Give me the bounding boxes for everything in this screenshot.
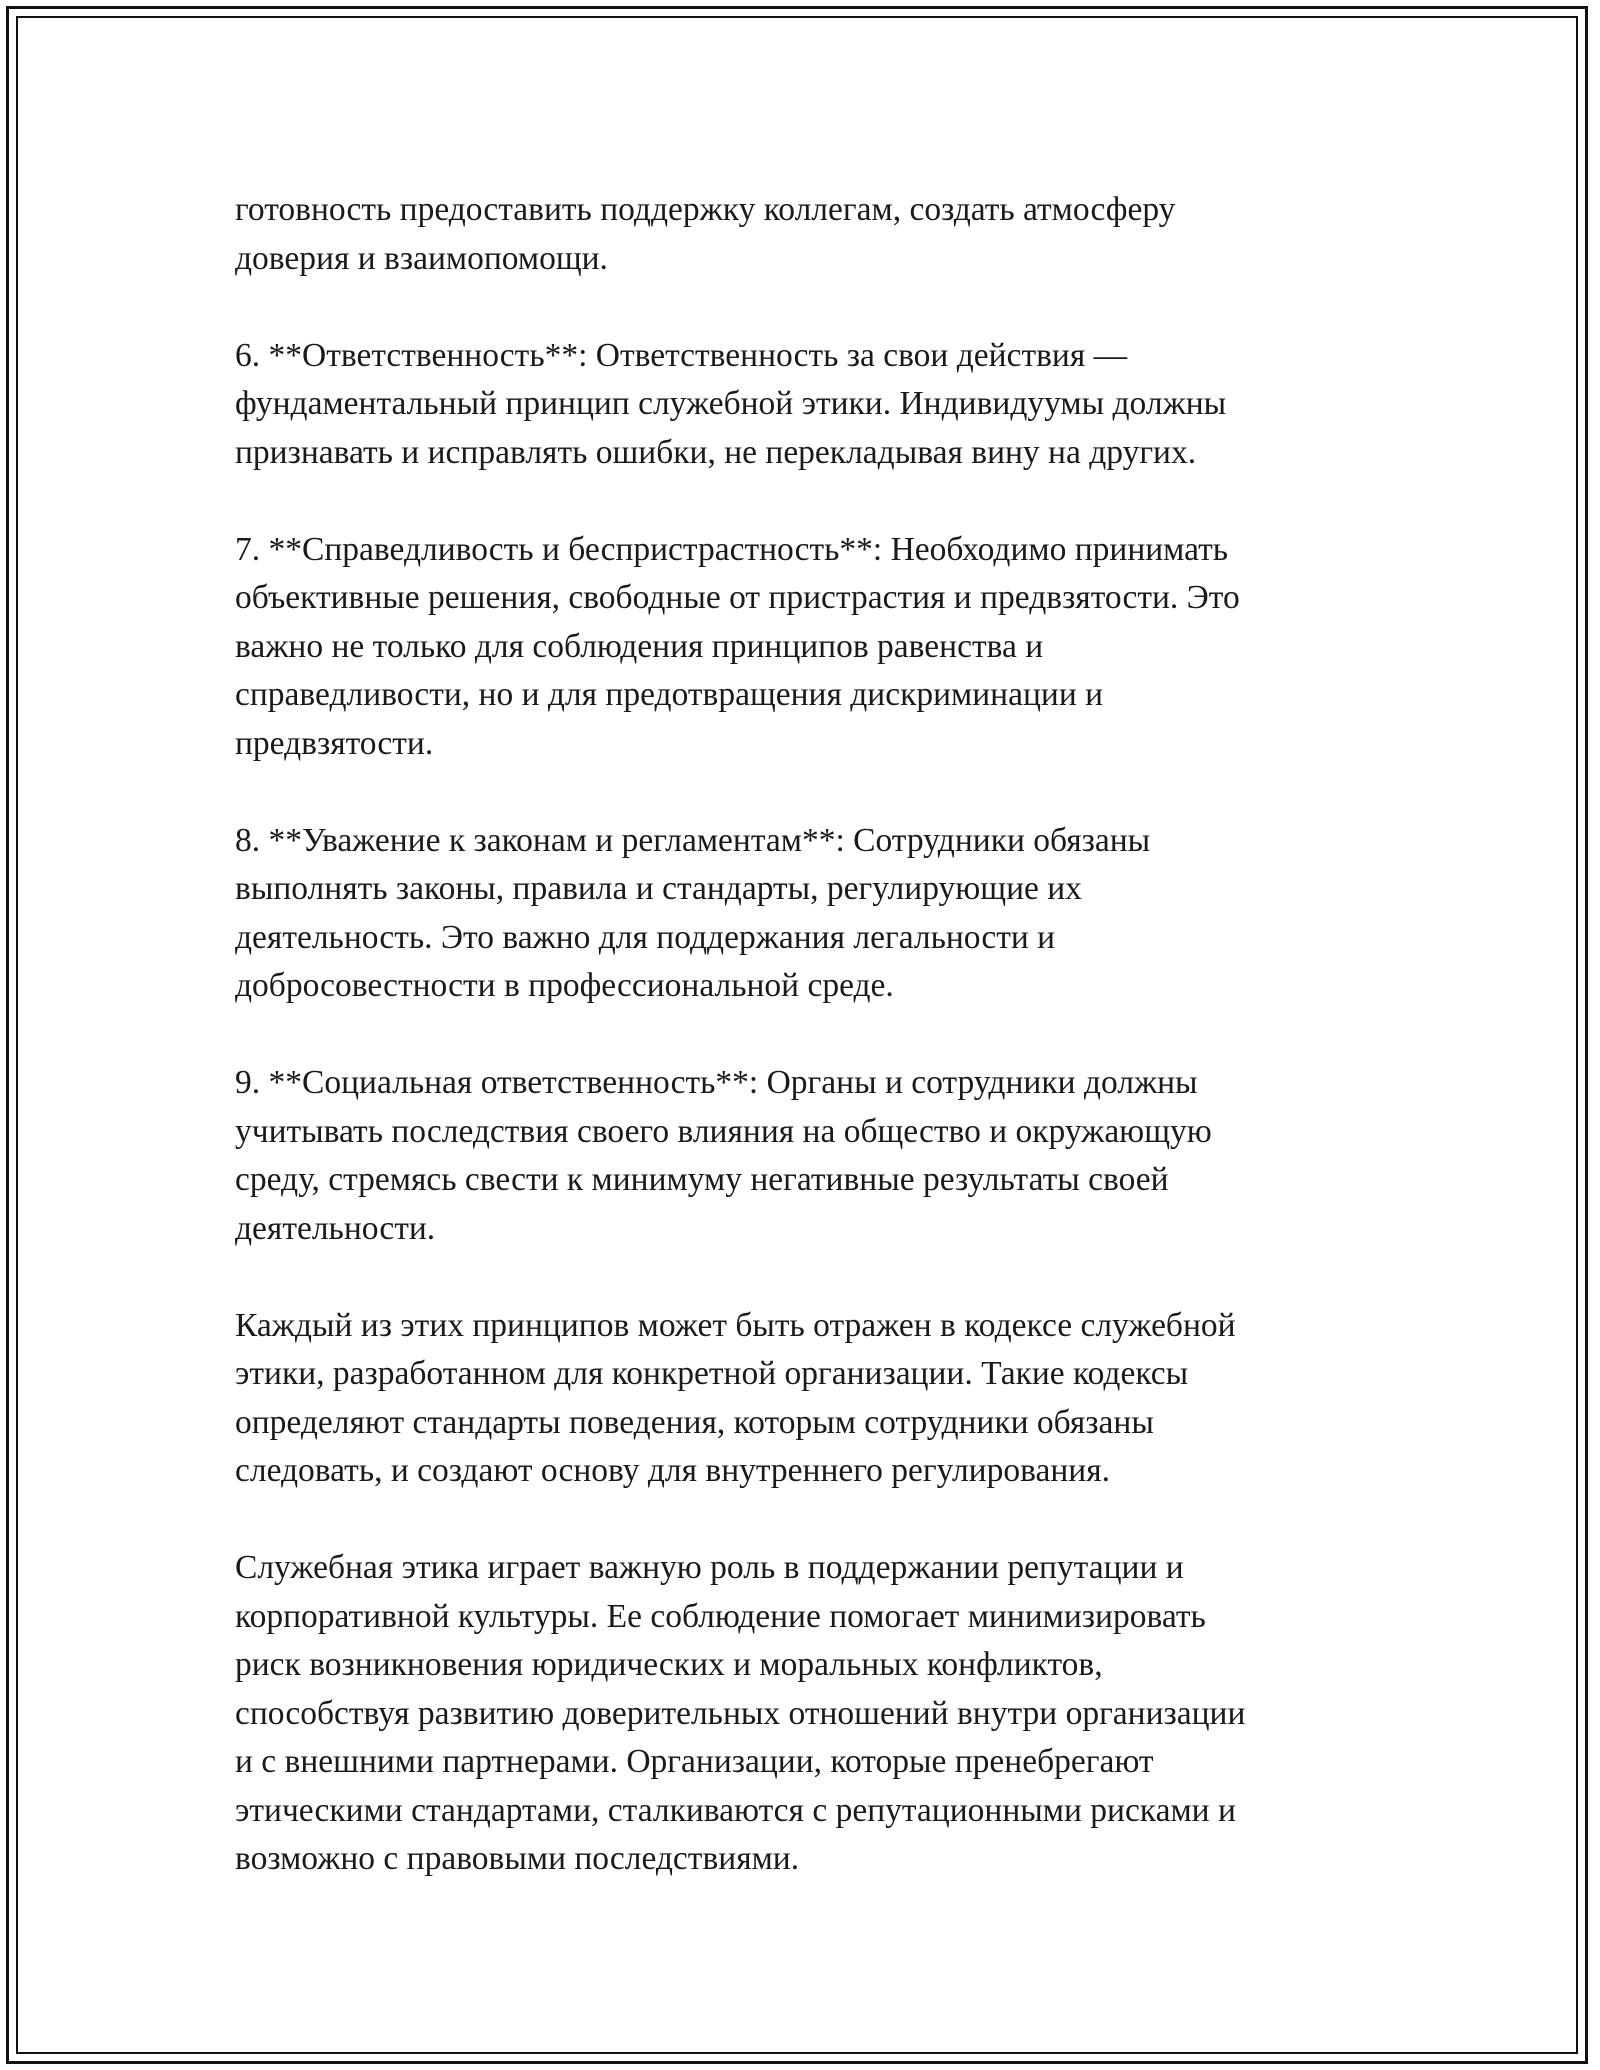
paragraph-item-9-social-responsibility: 9. **Социальная ответственность**: Органы и сотрудники должны учитывать последствия своего влияния на общество и окружающую среду, стремясь свести к минимуму негативные результаты своей деятельности. [235,1064,1212,1247]
paragraph-item-7-fairness: 7. **Справедливость и беспристрастность**: Необходимо принимать объективные решения, свободные от пристрастия и предвзятости. Это важно не только для соблюдения принципов равенства и справедливости, но и для предотвращения дискриминации и предвзятости. [235,530,1240,762]
paragraph-continuation: готовность предоставить поддержку коллегам, создать атмосферу доверия и взаимопомощи. [235,191,1176,277]
paragraph-conclusion: Служебная этика играет важную роль в поддержании репутации и корпоративной культуры. Ее соблюдение помогает минимизировать риск возникновения юридических и моральных конфликтов, способствуя развитию доверительных отношений внутри организации и с внешними партнерами. Организации, которые пренебрегают этическими стандартами, сталкиваются с репутационными рисками и возможно с правовыми последствиями. [235,1549,1246,1877]
paragraph-item-8-law-respect: 8. **Уважение к законам и регламентам**: Сотрудники обязаны выполнять законы, правила и стандарты, регулирующие их деятельность. Это важно для поддержания легальности и добросовестности в профессиональной среде. [235,821,1151,1004]
document-body [235,186,1365,1932]
paragraph-codes-of-ethics: Каждый из этих принципов может быть отражен в кодексе служебной этики, разработанном для конкретной организации. Такие кодексы определяют стандарты поведения, которым сотрудники обязаны следовать, и создают основу для внутреннего регулирования. [235,1306,1236,1489]
paragraph-item-6-responsibility: 6. **Ответственность**: Ответственность за свои действия — фундаментальный принцип служебной этики. Индивидуумы должны признавать и исправлять ошибки, не перекладывая вину на других. [235,336,1227,471]
